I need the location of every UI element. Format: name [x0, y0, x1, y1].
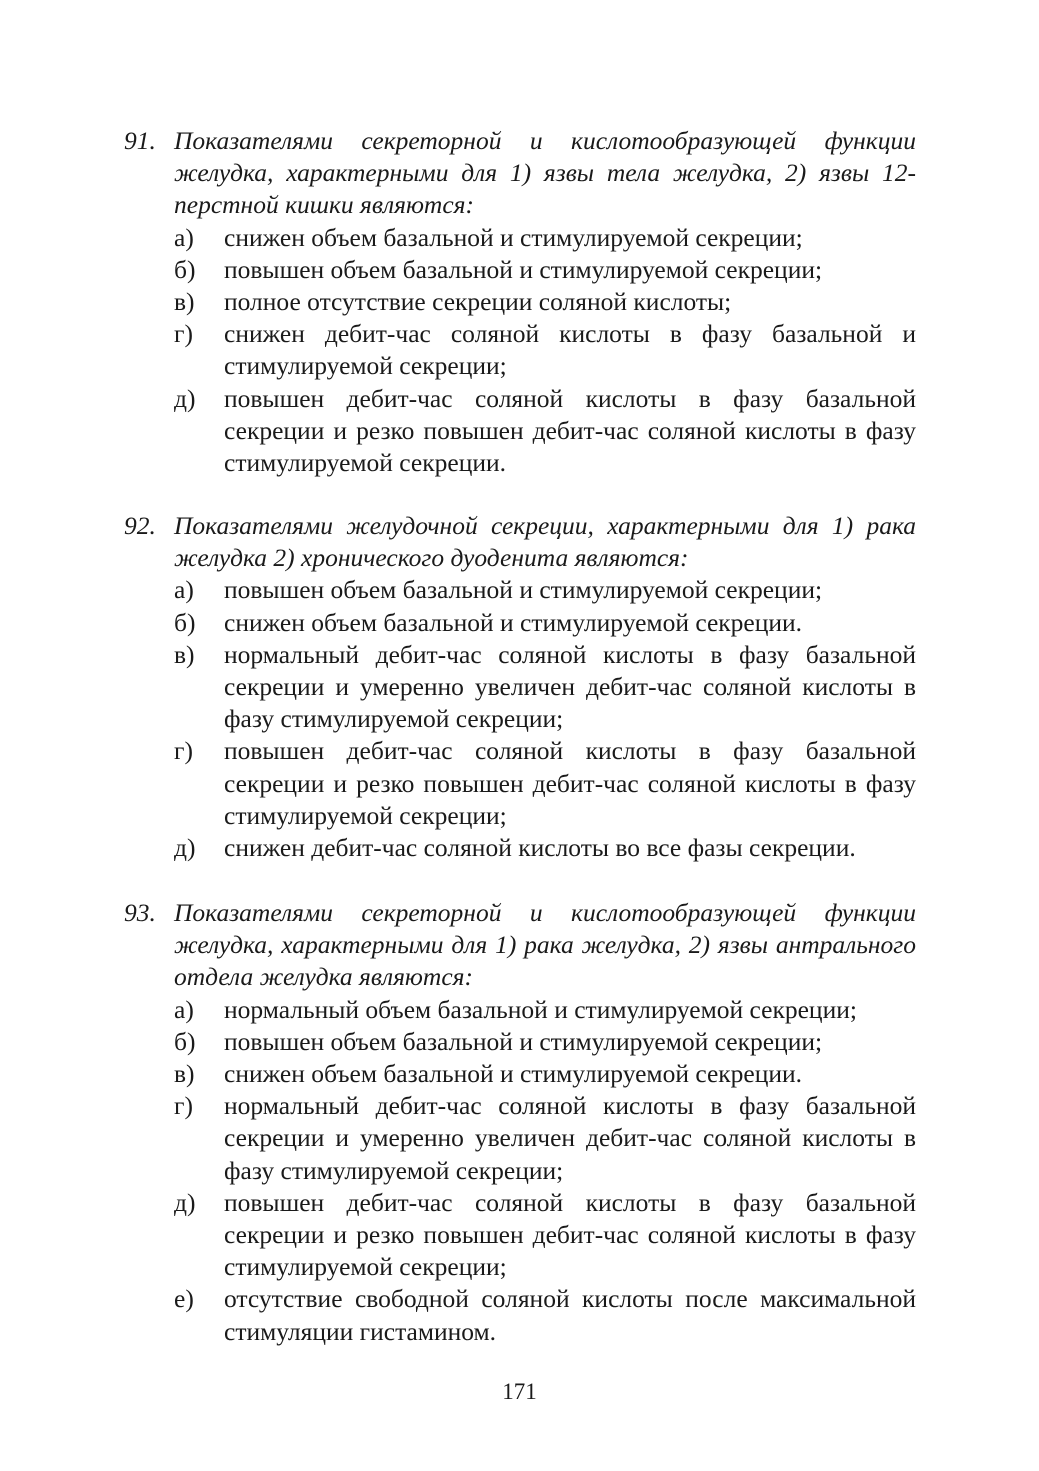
- option-letter: в): [174, 1059, 195, 1089]
- answer-options: [174, 994, 916, 1348]
- option-letter: д): [174, 1187, 196, 1217]
- answer-option: [174, 1283, 916, 1347]
- question-header: [124, 510, 916, 574]
- answer-options: [174, 222, 916, 480]
- answer-option: [174, 1058, 916, 1090]
- option-text: снижен объем базальной и стимулируемой секреции.: [224, 1059, 803, 1089]
- answer-option: [174, 318, 916, 382]
- option-text: нормальный объем базальной и стимулируемой секреции;: [224, 994, 857, 1024]
- question-number: 91.: [124, 126, 156, 155]
- answer-option: [174, 607, 916, 639]
- question-93: [124, 897, 916, 1348]
- option-letter: в): [174, 287, 195, 317]
- option-text: нормальный дебит-час соляной кислоты в фазу базальной секреции и умеренно увеличен дебит-час соляной кислоты в фазу стимулируемой секреции;: [224, 1091, 916, 1185]
- answer-option: [174, 639, 916, 736]
- option-text: снижен дебит-час соляной кислоты во все фазы секреции.: [224, 833, 856, 863]
- question-92: [124, 510, 916, 864]
- option-letter: д): [174, 383, 196, 413]
- question-text: Показателями секреторной и кислотообразующей функции желудка, характерными для 1) язвы тела желудка, 2) язвы 12-перстной кишки являются:: [174, 126, 916, 220]
- question-text: Показателями желудочной секреции, характерными для 1) рака желудка 2) хронического дуоденита являются:: [174, 511, 916, 573]
- answer-option: [174, 994, 916, 1026]
- answer-option: [174, 383, 916, 480]
- option-text: повышен дебит-час соляной кислоты в фазу базальной секреции и резко повышен дебит-час соляной кислоты в фазу стимулируемой секреции;: [224, 736, 916, 830]
- question-number: 93.: [124, 898, 156, 927]
- answer-option: [174, 286, 916, 318]
- option-letter: г): [174, 1091, 193, 1121]
- page-number: 171: [502, 1379, 537, 1404]
- option-letter: б): [174, 607, 196, 637]
- option-letter: г): [174, 319, 193, 349]
- option-letter: е): [174, 1284, 194, 1314]
- option-text: повышен объем базальной и стимулируемой секреции;: [224, 254, 823, 284]
- option-text: снижен дебит-час соляной кислоты в фазу базальной и стимулируемой секреции;: [224, 319, 916, 381]
- answer-option: [174, 1026, 916, 1058]
- option-letter: а): [174, 575, 194, 605]
- option-text: снижен объем базальной и стимулируемой секреции;: [224, 222, 803, 252]
- option-letter: в): [174, 639, 195, 669]
- option-letter: б): [174, 1026, 196, 1056]
- option-text: повышен объем базальной и стимулируемой секреции;: [224, 575, 823, 605]
- option-text: повышен дебит-час соляной кислоты в фазу базальной секреции и резко повышен дебит-час соляной кислоты в фазу стимулируемой секреции;: [224, 1187, 916, 1282]
- option-text: повышен объем базальной и стимулируемой секреции;: [224, 1026, 823, 1056]
- answer-option: [174, 574, 916, 606]
- option-text: отсутствие свободной соляной кислоты после максимальной стимуляции гистамином.: [224, 1284, 916, 1346]
- option-text: снижен объем базальной и стимулируемой секреции.: [224, 607, 803, 637]
- option-text: нормальный дебит-час соляной кислоты в фазу базальной секреции и умеренно увеличен дебит-час соляной кислоты в фазу стимулируемой секреции;: [224, 639, 916, 734]
- option-letter: а): [174, 222, 194, 252]
- answer-option: [174, 1090, 916, 1187]
- option-letter: б): [174, 254, 196, 284]
- question-header: [124, 125, 916, 222]
- answer-option: [174, 832, 916, 864]
- answer-option: [174, 735, 916, 832]
- question-header: [124, 897, 916, 994]
- answer-options: [174, 574, 916, 864]
- answer-option: [174, 222, 916, 254]
- option-letter: г): [174, 736, 193, 766]
- question-text: Показателями секреторной и кислотообразующей функции желудка, характерными для 1) рака желудка, 2) язвы антрального отдела желудка являются:: [174, 898, 916, 992]
- option-text: полное отсутствие секреции соляной кислоты;: [224, 287, 732, 317]
- question-number: 92.: [124, 511, 156, 540]
- option-letter: д): [174, 833, 196, 863]
- option-letter: а): [174, 994, 194, 1024]
- question-91: [124, 125, 916, 479]
- option-text: повышен дебит-час соляной кислоты в фазу базальной секреции и резко повышен дебит-час соляной кислоты в фазу стимулируемой секреции.: [224, 383, 916, 478]
- answer-option: [174, 254, 916, 286]
- answer-option: [174, 1187, 916, 1284]
